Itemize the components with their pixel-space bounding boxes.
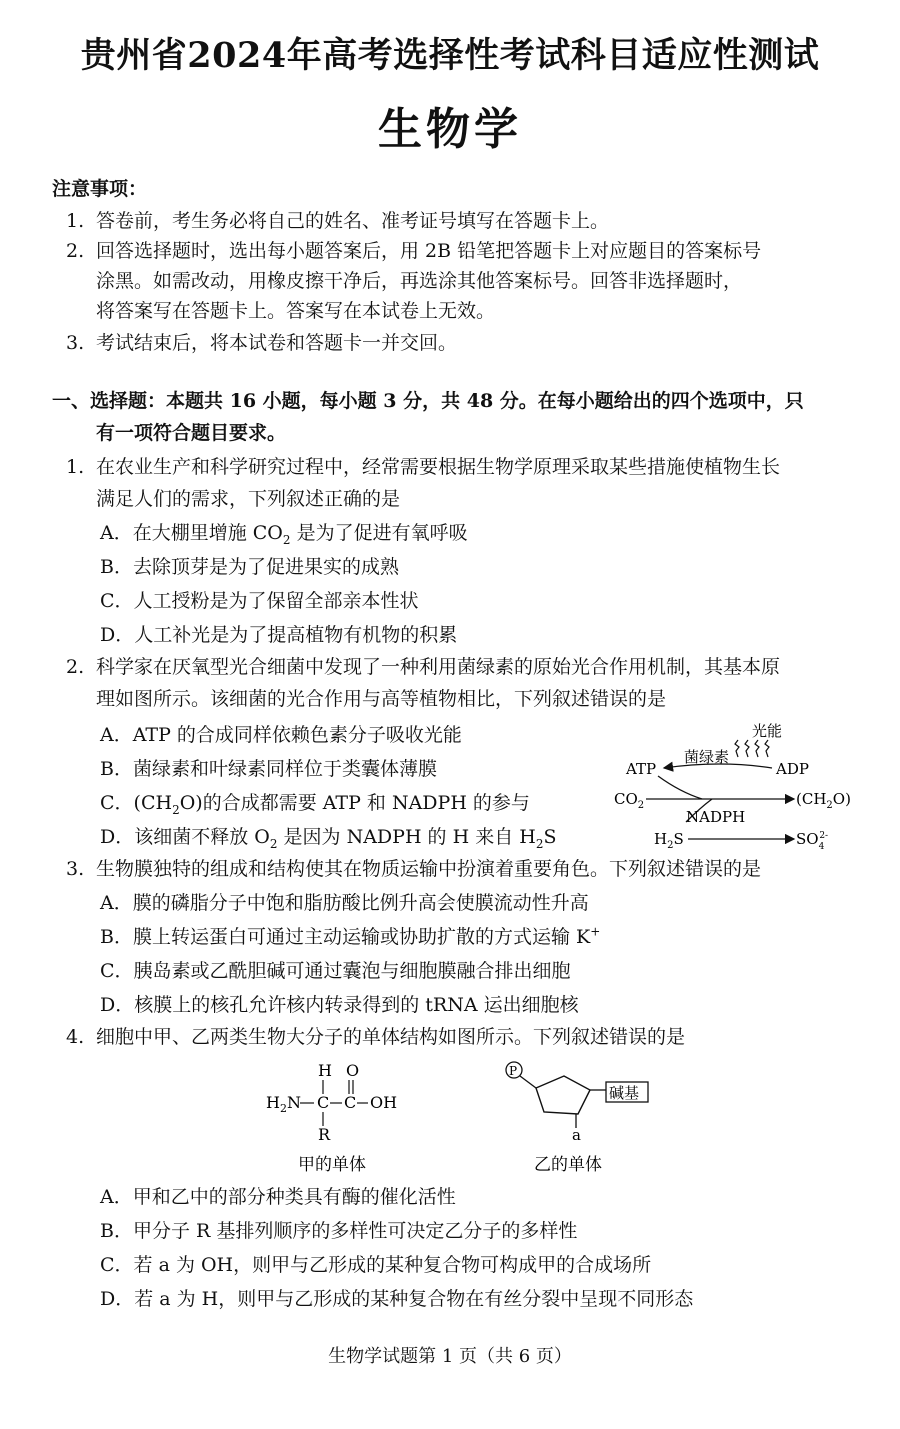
notice-item-1-line-1: 答卷前，考生务必将自己的姓名、准考证号填写在答题卡上。: [96, 210, 610, 232]
exam-title: 贵州省2024年高考选择性考试科目适应性测试: [80, 35, 820, 76]
q2-option-d-sub-2: 2: [535, 836, 544, 851]
q3-option-c: C．胰岛素或乙酰胆碱可通过囊泡与细胞膜融合排出细胞: [100, 960, 571, 982]
so4-label: $SO_42-$: [796, 830, 829, 852]
bacteriochlorophyll-label: 菌绿素: [684, 748, 730, 766]
q3-option-b: [100, 924, 601, 948]
q2-option-b: B．菌绿素和叶绿素同样位于类囊体薄膜: [100, 758, 437, 780]
q2-option-d-post: S: [543, 826, 557, 848]
q1-option-a-pre: A．在大棚里增施 CO: [100, 522, 283, 544]
q1-option-b: B．去除顶芽是为了促进果实的成熟: [100, 556, 399, 578]
q2-option-d-mid: 是因为 NADPH 的 H 来自 H: [277, 826, 536, 848]
q1-stem-line-1: 在农业生产和科学研究过程中，经常需要根据生物学原理采取某些措施使植物生长: [96, 456, 781, 478]
q2-stem-line-2: 理如图所示。该细菌的光合作用与高等植物相比，下列叙述错误的是: [96, 688, 667, 710]
notice-item-2-line-2: 涂黑。如需改动，用橡皮擦干净后，再选涂其他答案标号。回答非选择题时，: [96, 270, 743, 292]
nucleotide-structure: [498, 1058, 668, 1186]
q1-option-a-sub: 2: [282, 532, 291, 547]
q2-option-c-pre: C．(CH: [100, 792, 173, 814]
q1-option-a: [100, 522, 468, 547]
q3-option-b-pre: B．膜上转运蛋白可通过主动运输或协助扩散的方式运输 K: [100, 926, 591, 948]
q2-option-d-sub-1: 2: [269, 836, 278, 851]
q4-number: 4.: [66, 1026, 85, 1048]
q3-stem: 生物膜独特的组成和结构使其在物质运输中扮演着重要角色。下列叙述错误的是: [96, 858, 762, 880]
q1-option-a-post: 是为了促进有氧呼吸: [290, 522, 468, 544]
amino-r-label: R: [318, 1125, 331, 1144]
q2-option-c: [100, 792, 530, 817]
amino-acid-caption: 甲的单体: [298, 1155, 366, 1175]
q1-stem-line-2: 满足人们的需求，下列叙述正确的是: [96, 488, 401, 510]
phosphate-label: P: [509, 1064, 518, 1078]
amino-oh-label: OH: [370, 1093, 398, 1112]
amino-alpha-c-label: C: [317, 1093, 330, 1112]
q3-option-a: A．膜的磷脂分子中饱和脂肪酸比例升高会使膜流动性升高: [100, 892, 589, 914]
q4-stem: 细胞中甲、乙两类生物大分子的单体结构如图所示。下列叙述错误的是: [96, 1026, 686, 1048]
light-arrows-icon: [735, 740, 769, 757]
q4-option-a: A．甲和乙中的部分种类具有酶的催化活性: [100, 1186, 456, 1208]
atp-input-curve: [658, 776, 702, 799]
q2-stem-line-1: 科学家在厌氧型光合细菌中发现了一种利用菌绿素的原始光合作用机制，其基本原: [96, 656, 781, 678]
ch2o-label: $(CH_2O)$: [796, 790, 851, 811]
notice-item-3-line-1: 考试结束后，将本试卷和答题卡一并交回。: [96, 332, 458, 354]
amino-carboxyl-c-label: C: [344, 1093, 357, 1112]
q4-option-b: B．甲分子 R 基排列顺序的多样性可决定乙分子的多样性: [100, 1220, 578, 1242]
section-1-heading-line-2: 有一项符合题目要求。: [96, 422, 287, 444]
q3-option-b-sup: +: [590, 924, 601, 939]
light-energy-label: 光能: [752, 722, 783, 740]
notice-item-2-num: 2.: [66, 240, 85, 262]
amino-o-label: O: [346, 1061, 360, 1080]
base-label: 碱基: [609, 1084, 640, 1102]
q4-option-d: D．若 a 为 H，则甲与乙形成的某种复合物在有丝分裂中呈现不同形态: [100, 1288, 694, 1310]
amino-h-label: H: [318, 1061, 332, 1080]
a-label: a: [572, 1126, 581, 1144]
q1-number: 1.: [66, 456, 85, 478]
notice-item-3-num: 3.: [66, 332, 85, 354]
atp-label: ATP: [626, 760, 657, 778]
notice-item-1-num: 1.: [66, 210, 85, 232]
section-1-heading-line-1: 一、选择题：本题共 16 小题，每小题 3 分，共 48 分。在每小题给出的四个选项中，只: [52, 390, 804, 412]
nadph-label: NADPH: [686, 808, 746, 826]
q2-option-c-sub: 2: [172, 802, 180, 817]
notice-item-2-line-3: 将答案写在答题卡上。答案写在本试卷上无效。: [96, 300, 496, 322]
amino-h2n-label: $H_2N$: [266, 1093, 301, 1115]
amino-acid-structure: [262, 1058, 412, 1186]
q2-option-d-pre: D．该细菌不释放 O: [100, 826, 270, 848]
q4-option-c: C．若 a 为 OH，则甲与乙形成的某种复合物可构成甲的合成场所: [100, 1254, 652, 1276]
subject-title: 生物学: [378, 104, 522, 155]
q2-option-c-post: O)的合成都需要 ATP 和 NADPH 的参与: [179, 792, 530, 814]
q1-option-c: C．人工授粉是为了保留全部亲本性状: [100, 590, 419, 612]
adp-to-atp-arrow: [664, 764, 772, 768]
nucleotide-caption: 乙的单体: [534, 1155, 602, 1175]
q2-photosynthesis-diagram: [600, 718, 860, 854]
h2s-label: $H_2S$: [654, 830, 684, 851]
q3-number: 3.: [66, 858, 85, 880]
co2-label: $CO_2$: [614, 790, 645, 811]
page-footer: 生物学试题第 1 页（共 6 页）: [328, 1346, 572, 1367]
q3-option-d: D．核膜上的核孔允许核内转录得到的 tRNA 运出细胞核: [100, 994, 579, 1016]
notice-item-2-line-1: 回答选择题时，选出每小题答案后，用 2B 铅笔把答题卡上对应题目的答案标号: [96, 240, 762, 262]
q2-number: 2.: [66, 656, 85, 678]
q2-option-d: [100, 826, 557, 851]
notice-heading: 注意事项：: [52, 178, 148, 200]
q1-option-d: D．人工补光是为了提高植物有机物的积累: [100, 624, 458, 646]
adp-label: ADP: [776, 760, 809, 778]
pentose-ring: [536, 1076, 590, 1114]
q2-option-a: A．ATP 的合成同样依赖色素分子吸收光能: [100, 724, 462, 746]
